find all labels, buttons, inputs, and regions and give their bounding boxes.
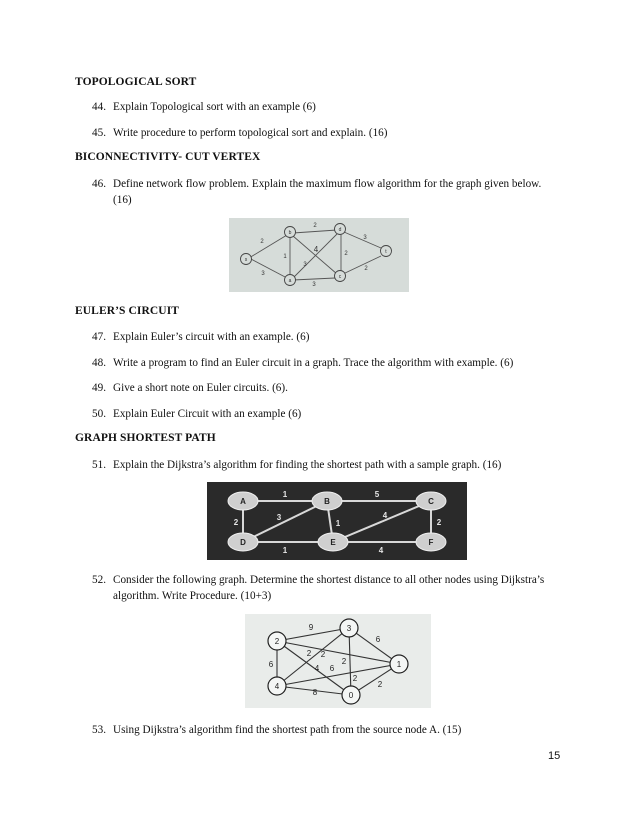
question-text: Explain Topological sort with an example (6) xyxy=(113,101,316,113)
dijkstra2-node-label: 3 xyxy=(346,624,352,633)
dijkstra2-node-label: 2 xyxy=(274,637,280,646)
flow-edge-weight: 3 xyxy=(363,235,367,241)
dijkstra2-edge-weight: 4 xyxy=(314,664,320,673)
flow-node-label: d xyxy=(338,227,342,233)
dijkstra2-edge-weight: 2 xyxy=(341,657,347,666)
flow-edge-weight: 2 xyxy=(260,239,264,245)
dijkstra2-node-label: 1 xyxy=(396,660,402,669)
question-number: 48. xyxy=(92,357,106,369)
dijkstra2-edge-weight: 2 xyxy=(306,649,312,658)
dijkstra-graph-figure-2 xyxy=(245,614,431,708)
question-number: 49. xyxy=(92,382,106,394)
question-44 xyxy=(92,100,562,116)
dijkstra1-node-label: B xyxy=(324,497,330,506)
dijkstra2-node-label: 4 xyxy=(274,682,280,691)
dijkstra2-edge-weight: 8 xyxy=(312,688,318,697)
dijkstra2-edge-weight: 6 xyxy=(375,635,381,644)
dijkstra1-node-label: D xyxy=(240,538,246,547)
question-text: Write procedure to perform topological sort and explain. (16) xyxy=(113,127,388,139)
question-46 xyxy=(92,177,562,208)
question-49 xyxy=(92,381,562,397)
question-text: Consider the following graph. Determine the shortest distance to all other nodes using Dijkstra’s xyxy=(113,574,545,586)
dijkstra-graph-figure-1 xyxy=(207,482,467,560)
question-51 xyxy=(92,458,562,474)
dijkstra1-edge-weight: 3 xyxy=(276,513,282,522)
question-text: Define network flow problem. Explain the maximum flow algorithm for the graph given below. xyxy=(113,178,542,190)
flow-node-label: c xyxy=(338,274,342,280)
question-number: 53. xyxy=(92,724,106,736)
dijkstra2-node-label: 0 xyxy=(348,691,354,700)
question-number: 46. xyxy=(92,178,106,190)
flow-edge-weight: 3 xyxy=(312,282,316,288)
flow-edge-weight: 1 xyxy=(283,254,287,260)
dijkstra2-edge-weight: 2 xyxy=(352,674,358,683)
section-heading-eulers-circuit: EULER’S CIRCUIT xyxy=(75,305,180,317)
dijkstra1-edge-weight: 4 xyxy=(382,511,388,520)
question-text-continued: (16) xyxy=(113,193,132,206)
dijkstra2-edge-weight: 6 xyxy=(329,664,335,673)
question-47 xyxy=(92,330,562,346)
dijkstra2-edge-weight: 2 xyxy=(377,680,383,689)
dijkstra1-node-label: A xyxy=(240,497,246,506)
question-text: Using Dijkstra’s algorithm find the shortest path from the source node A. (15) xyxy=(113,724,462,736)
flow-edge-weight: 2 xyxy=(364,266,368,272)
dijkstra1-edge-weight: 1 xyxy=(335,519,341,528)
flow-edge-weight: 4 xyxy=(313,245,319,254)
question-text: Explain the Dijkstra’s algorithm for finding the shortest path with a sample graph. (16) xyxy=(113,459,502,471)
dijkstra2-edge-weight: 9 xyxy=(308,623,314,632)
dijkstra1-edge-weight: 5 xyxy=(374,490,380,499)
dijkstra1-edge-weight: 1 xyxy=(282,546,288,555)
question-53 xyxy=(92,723,562,739)
flow-node-label: a xyxy=(288,278,292,284)
question-text: Give a short note on Euler circuits. (6). xyxy=(113,382,288,394)
dijkstra1-node-label: E xyxy=(330,538,336,547)
section-heading-biconnectivity: BICONNECTIVITY- CUT VERTEX xyxy=(75,151,261,163)
dijkstra1-edge-weight: 4 xyxy=(378,546,384,555)
flow-node-label: t xyxy=(385,249,387,255)
flow-edge-weight: 2 xyxy=(313,223,317,229)
dijkstra2-edge-weight: 6 xyxy=(268,660,274,669)
flow-node-label: b xyxy=(288,230,292,236)
flow-edge-weight: 3 xyxy=(261,271,265,277)
dijkstra1-node-label: C xyxy=(428,497,434,506)
flow-network-figure xyxy=(229,218,409,292)
flow-node-label: s xyxy=(244,257,248,263)
question-number: 51. xyxy=(92,459,106,471)
flow-edge-weight: 2 xyxy=(344,251,348,257)
question-48 xyxy=(92,356,562,372)
dijkstra1-edge-weight: 2 xyxy=(233,518,239,527)
question-50 xyxy=(92,407,562,423)
page-number: 15 xyxy=(548,750,561,762)
question-52 xyxy=(92,573,562,604)
section-heading-graph-shortest-path: GRAPH SHORTEST PATH xyxy=(75,432,216,444)
question-number: 47. xyxy=(92,331,106,343)
question-number: 52. xyxy=(92,574,106,586)
flow-edge-weight: 3 xyxy=(303,262,307,268)
question-text: Explain Euler’s circuit with an example. (6) xyxy=(113,331,310,343)
dijkstra1-edge-weight: 1 xyxy=(282,490,288,499)
question-number: 50. xyxy=(92,408,106,420)
question-number: 45. xyxy=(92,127,106,139)
dijkstra1-edge-weight: 2 xyxy=(436,518,442,527)
dijkstra1-node-label: F xyxy=(428,538,434,547)
question-text-continued: algorithm. Write Procedure. (10+3) xyxy=(113,589,272,602)
dijkstra2-edge-weight: 2 xyxy=(320,650,326,659)
question-45 xyxy=(92,126,562,142)
question-text: Explain Euler Circuit with an example (6) xyxy=(113,408,302,420)
section-heading-topological-sort: TOPOLOGICAL SORT xyxy=(75,76,197,88)
question-text: Write a program to find an Euler circuit in a graph. Trace the algorithm with example. (6) xyxy=(113,357,514,369)
question-number: 44. xyxy=(92,101,106,113)
